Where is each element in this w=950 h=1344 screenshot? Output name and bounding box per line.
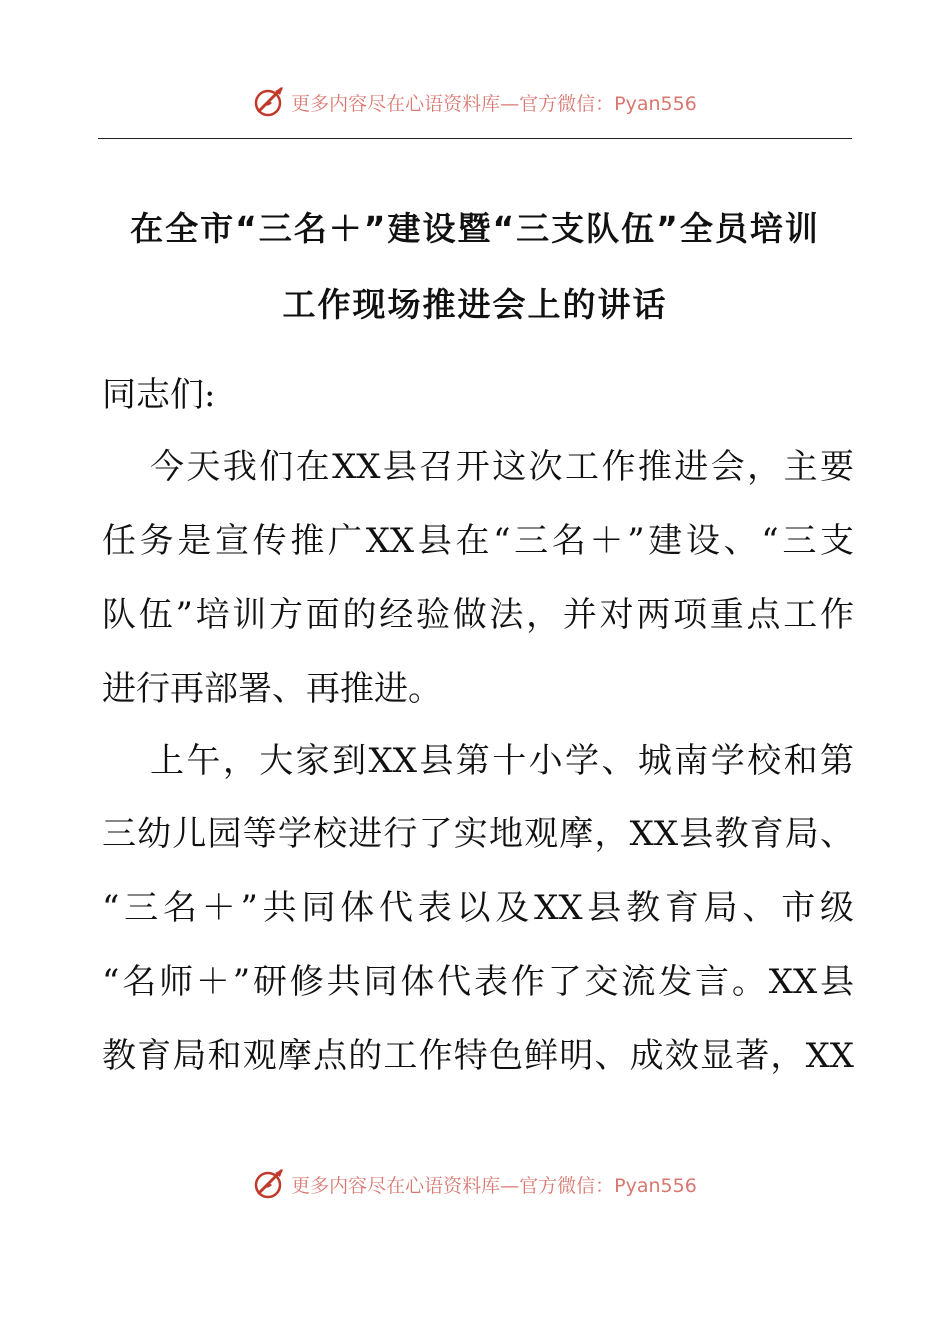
watermark-text: 更多内容尽在心语资料库—官方微信：Pyan556: [291, 1174, 697, 1197]
document-title-line-2: 工作现场推进会上的讲话: [282, 285, 668, 324]
pen-logo-icon: [253, 85, 287, 119]
paragraph-1-line-3: 队伍”培训方面的经验做法，并对两项重点工作: [102, 595, 854, 635]
salutation: 同志们:: [102, 375, 216, 415]
document-title-line-1: 在全市“三名＋”建设暨“三支队伍”全员培训: [130, 209, 820, 248]
watermark-header: [0, 82, 950, 122]
paragraph-1-line-4: 进行再部署、再推进。: [102, 669, 442, 709]
paragraph-1-line-2: 任务是宣传推广XX县在“三名＋”建设、“三支: [102, 521, 854, 561]
paragraph-2-line-5: 教育局和观摩点的工作特色鲜明、成效显著，XX: [102, 1036, 854, 1076]
header-rule: [98, 138, 852, 139]
paragraph-2-line-4: “名师＋”研修共同体代表作了交流发言。XX县: [102, 962, 854, 1002]
watermark-footer: [0, 1164, 950, 1204]
paragraph-1-line-1: 今天我们在XX县召开这次工作推进会，主要: [150, 447, 854, 487]
paragraph-2-line-1: 上午，大家到XX县第十小学、城南学校和第: [150, 741, 854, 781]
paragraph-2-line-2: 三幼儿园等学校进行了实地观摩，XX县教育局、: [102, 814, 854, 854]
watermark-text: 更多内容尽在心语资料库—官方微信：Pyan556: [291, 92, 697, 115]
pen-logo-icon: [253, 1167, 287, 1201]
paragraph-2-line-3: “三名＋”共同体代表以及XX县教育局、市级: [102, 888, 854, 928]
